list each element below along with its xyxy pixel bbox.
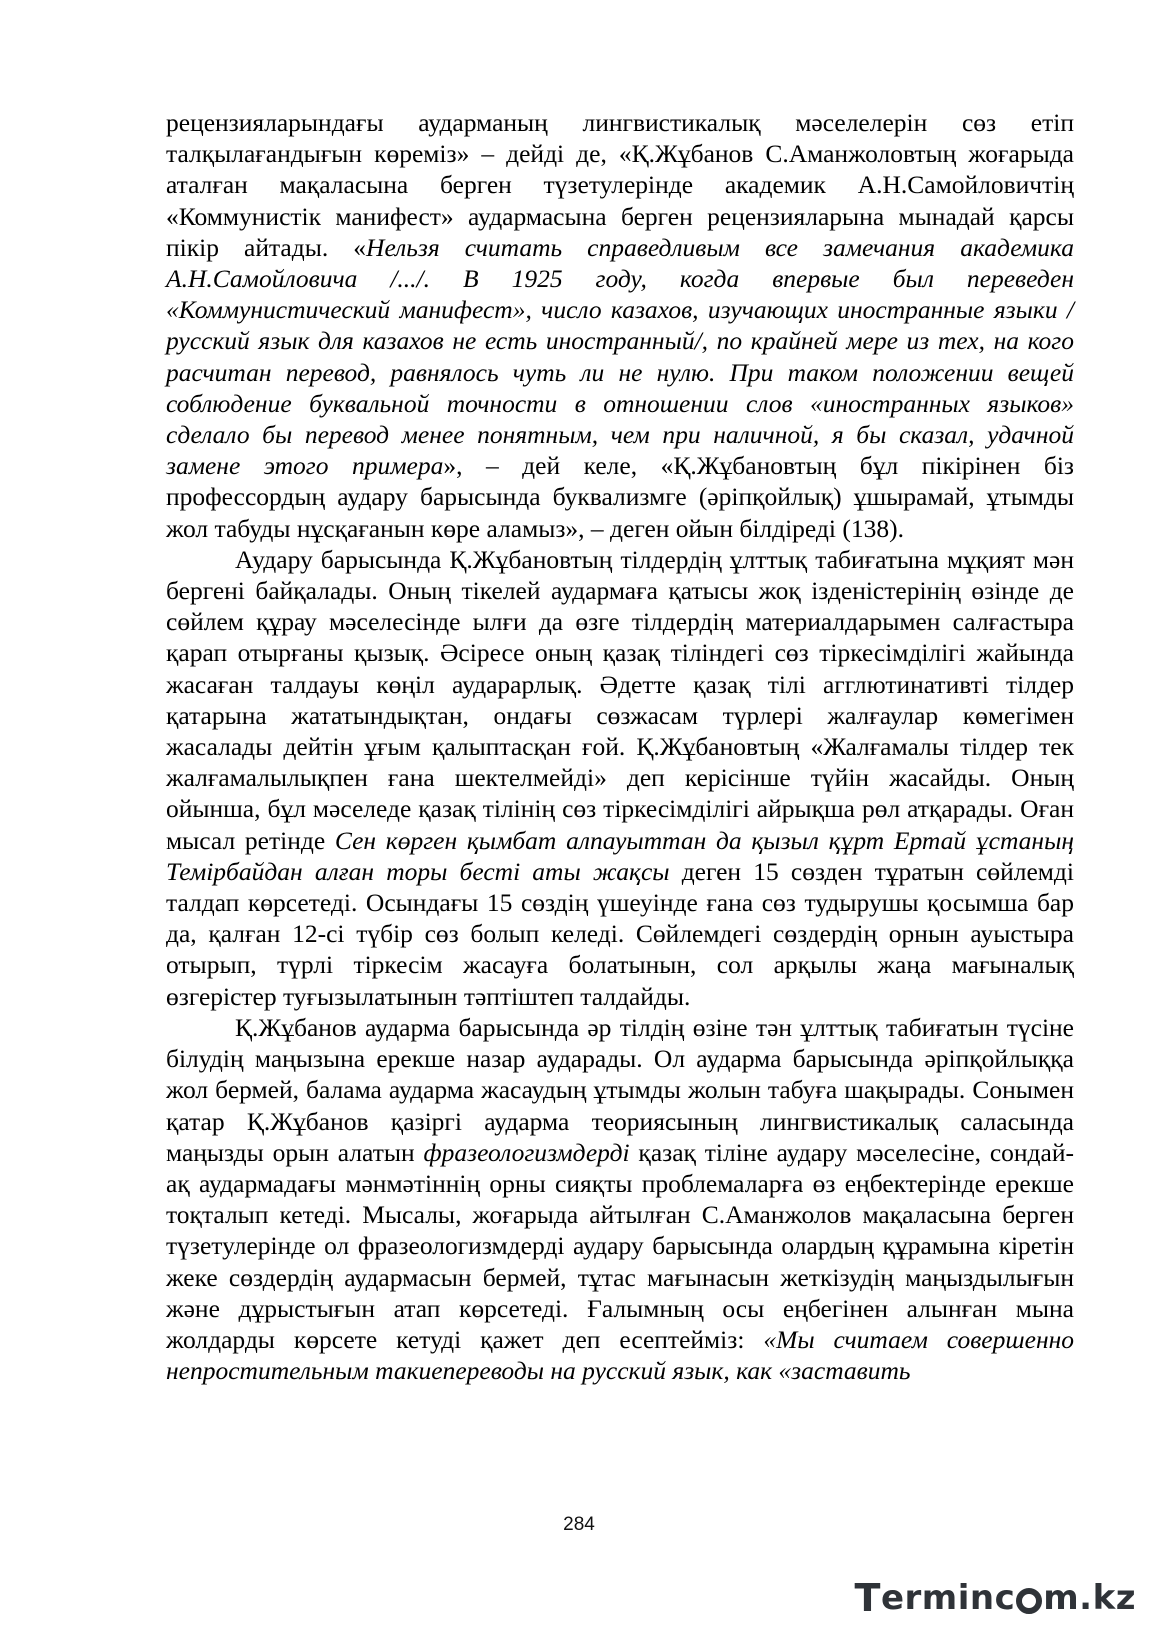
italic-quote-text: «Мы считаем совершенно непростительным такиепереводы на русский язык, как «заставить — [166, 1324, 1074, 1386]
paragraph-text: Қ.Жұбанов аударма барысында әр тілдің өзіне тән ұлттық табиғатын түсіне білудің маңызына ерекше назар аударады. Ол аударма барысында әріпқойлыққа жол бермей, балама аударма жасаудың ұтымды жолын табуға шақырады. Сонымен қатар Қ.Жұбанов қазіргі аударма теориясының лингвистикалық саласында маңызды орын алатын — [166, 1012, 1074, 1167]
paragraph-text: деген 15 сөзден тұратын сөйлемді талдап көрсетеді. Осындағы 15 сөздің үшеуінде ғана сөз тудырушы қосымша бар да, қалған 12-сі түбір сөз болып келеді. Сөйлемдегі сөздердің орнын ауыстыра отырып, түрлі тіркесім жасауға болатынын, сол арқылы жаңа мағыналық өзгерістер туғызылатынын тәптіштеп талдайды. — [166, 856, 1074, 1011]
paragraph — [166, 107, 1074, 544]
paragraph — [166, 544, 1074, 1012]
italic-quote-text: Нельзя считать справедливым все замечания академика А.Н.Самойловича /.../. В 1925 году, когда впервые был переведен «Коммунистический манифест», число казахов, изучающих иностранные языки /русский язык для казахов не есть иностранный/, по крайней мере из тех, на кого расчитан перевод, равнялось чуть ли не нулю. При таком положении вещей соблюдение буквальной точности в отношении слов «иностранных языков» сделало бы перевод менее понятным, чем при наличной, я бы сказал, удачной замене этого примера — [166, 232, 1074, 481]
watermark-t-letter: T — [854, 1576, 881, 1620]
italic-quote-text: Сен көрген қымбат алпауыттан да қызыл құрт Ертай ұстаның Темірбайдан алған торы бесті аты жақсы — [166, 825, 1074, 886]
paragraph-text: Аудару барысында Қ.Жұбановтың тілдердің ұлттық табиғатына мұқият мән бергені байқалады. Оның тікелей аудармаға қатысы жоқ ізденістерінің өзінде де сөйлем құрау мәселесінде ылғи да өзге тілдердің материалдарымен салғастыра қарап отырғаны қызық. Әсіресе оның қазақ тіліндегі сөз тіркесімділігі жайында жасаған талдауы көңіл аударарлық. Әдетте қазақ тілі агглютинативті тілдер қатарына жататындықтан, ондағы сөзжасам түрлері жалғаулар көмегімен жасалады дейтін ұғым қалыптасқан ғой. Қ.Жұбановтың «Жалғамалы тілдер тек жалғамалылықпен ғана шектелмейді» деп керісінше түйін жасайды. Оның ойынша, бұл мәселеде қазақ тілінің сөз тіркесімділігі айрықша рөл атқарады. Оған мысал ретінде — [166, 544, 1074, 855]
watermark-text-suffix: m.kz — [1043, 1578, 1136, 1618]
paragraph-text: қазақ тіліне аудару мәселесіне, сондай-ақ аудармадағы мәнмәтіннің орны сияқты проблемаларға өз еңбектерінде ерекше тоқталып кетеді. Мысалы, жоғарыда айтылған С.Аманжолов мақаласына берген түзетулерінде ол фразеологизмдерді аудару барысында олардың құрамына кіретін жеке сөздердің аудармасын бермей, тұтас мағынасын жеткізудің маңыздылығын және дұрыстығын атап көрсетеді. Ғалымның осы еңбегінен алынған мына жолдарды көрсете кетуді қажет деп есептейміз: — [166, 1137, 1074, 1354]
paragraph — [166, 1012, 1074, 1386]
italic-quote-text: фразеологизмдерді — [423, 1137, 630, 1167]
body-text — [166, 107, 1074, 1386]
watermark-o-ring-icon — [1016, 1588, 1042, 1614]
termincom-watermark-logo — [855, 1576, 1136, 1620]
page-number: 284 — [563, 1514, 595, 1535]
paragraph-text: рецензияларындағы аударманың лингвистикалық мәселелерін сөз етіп талқылағандығын көреміз» – дейді де, «Қ.Жұбанов С.Аманжоловтың жоғарыда аталған мақаласына берген түзетулерінде академик А.Н.Самойловичтің «Коммунистік манифест» аудармасына берген рецензияларына мынадай қарсы пікір айтады. « — [166, 108, 1074, 262]
watermark-text-middle: erminc — [880, 1578, 1016, 1618]
paragraph-text: », – дей келе, «Қ.Жұбановтың бұл пікірінен біз профессордың аудару барысында буквализмге (әріпқойлық) ұшырамай, ұтымды жол табуды нұсқағанын көре аламыз», – деген ойын білдіреді (138). — [166, 451, 1074, 543]
